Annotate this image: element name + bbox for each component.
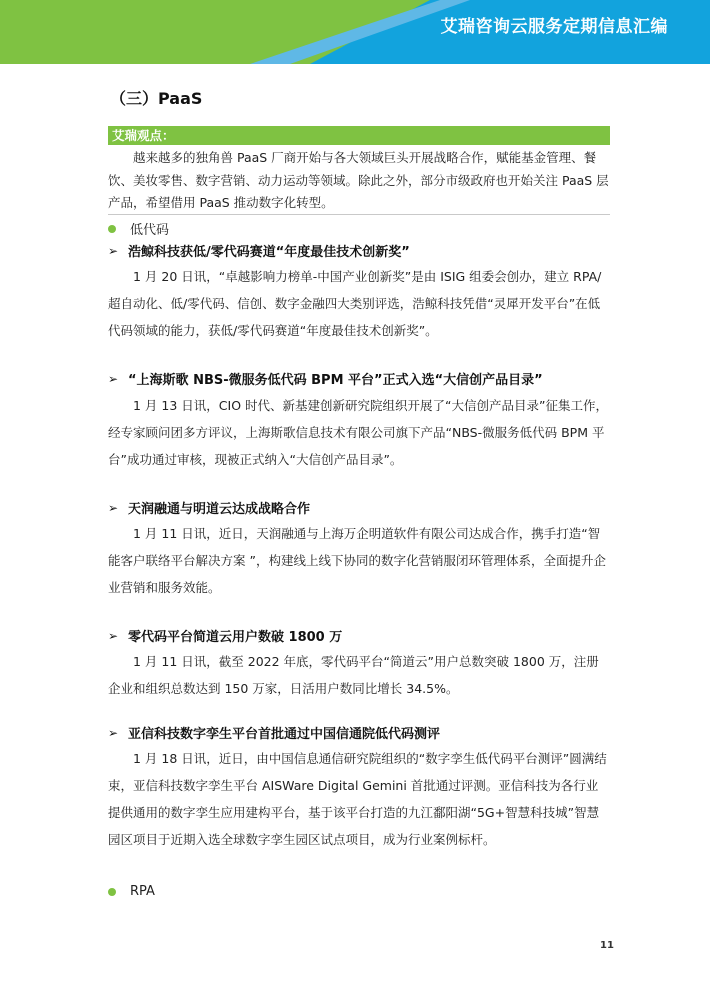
category-label: 低代码 bbox=[130, 223, 170, 238]
header-title: 艾瑞咨询云服务定期信息汇编 bbox=[440, 17, 668, 37]
category-rpa bbox=[108, 884, 155, 899]
news-title-text: 亚信科技数字孪生平台首批通过中国信通院低代码测评 bbox=[128, 727, 441, 742]
category-lowcode bbox=[108, 219, 169, 238]
arrow-bullet-icon: ➢ bbox=[108, 371, 119, 386]
arrow-bullet-icon: ➢ bbox=[108, 500, 119, 515]
news-title bbox=[108, 369, 543, 388]
news-title bbox=[108, 498, 310, 517]
news-title-text: 浩鲸科技获低/零代码赛道“年度最佳技术创新奖” bbox=[128, 245, 410, 260]
news-title bbox=[108, 241, 410, 260]
news-title-text: 天润融通与明道云达成战略合作 bbox=[128, 502, 311, 517]
news-title-text: “上海斯歌 NBS-微服务低代码 BPM 平台”正式入选“大信创产品目录” bbox=[128, 373, 543, 388]
news-body: 1 月 18 日讯，近日，由中国信息通信研究院组织的“数字孪生低代码平台测评”圆满结束，亚信科技数字孪生平台 AISWare Digital Gemini 首批通过评测。亚信科技为各行业提供通用的数字孪生应用建构平台，基于该平台打造的九江鄱阳湖“5G+智慧科技城”智慧园区项目于近期入选全球数字孪生园区试点项目，成为行业案例标杆。 bbox=[108, 751, 607, 847]
viewpoint-text: 越来越多的独角兽 PaaS 厂商开始与各大领域巨头开展战略合作，赋能基金管理、餐饮、美妆零售、数字营销、动力运动等领域。除此之外，部分市级政府也开始关注 PaaS 层产品，希望借用 PaaS 推动数字化转型。 bbox=[108, 150, 609, 210]
arrow-bullet-icon: ➢ bbox=[108, 628, 119, 643]
arrow-bullet-icon: ➢ bbox=[108, 725, 119, 740]
arrow-bullet-icon: ➢ bbox=[108, 243, 119, 258]
news-body: 1 月 20 日讯，“卓越影响力榜单-中国产业创新奖”是由 ISIG 组委会创办，建立 RPA/超自动化、低/零代码、信创、数字金融四大类别评选，浩鲸科技凭借“灵犀开发平台”在低代码领域的能力，获低/零代码赛道“年度最佳技术创新奖”。 bbox=[108, 269, 602, 338]
viewpoint-label: 艾瑞观点： bbox=[108, 126, 610, 145]
news-title bbox=[108, 723, 440, 742]
viewpoint-box bbox=[108, 126, 610, 215]
green-dot-icon bbox=[108, 225, 116, 233]
page-number: 11 bbox=[600, 940, 614, 951]
news-body: 1 月 11 日讯，截至 2022 年底，零代码平台“简道云”用户总数突破 1800 万，注册企业和组织总数达到 150 万家，日活用户数同比增长 34.5%。 bbox=[108, 654, 599, 696]
page-header bbox=[0, 0, 710, 64]
news-title bbox=[108, 626, 342, 645]
category-label: RPA bbox=[130, 884, 155, 899]
news-body: 1 月 11 日讯，近日，天润融通与上海万企明道软件有限公司达成合作，携手打造“智能客户联络平台解决方案 ”，构建线上线下协同的数字化营销服闭环管理体系，全面提升企业营销和服务效能。 bbox=[108, 526, 606, 595]
news-body: 1 月 13 日讯，CIO 时代、新基建创新研究院组织开展了“大信创产品目录”征集工作，经专家顾问团多方评议，上海斯歌信息技术有限公司旗下产品“NBS-微服务低代码 BPM 平台”成功通过审核，现被正式纳入“大信创产品目录”。 bbox=[108, 398, 608, 467]
news-title-text: 零代码平台简道云用户数破 1800 万 bbox=[128, 630, 343, 645]
green-dot-icon bbox=[108, 888, 116, 896]
section-title: （三）PaaS bbox=[110, 89, 203, 108]
